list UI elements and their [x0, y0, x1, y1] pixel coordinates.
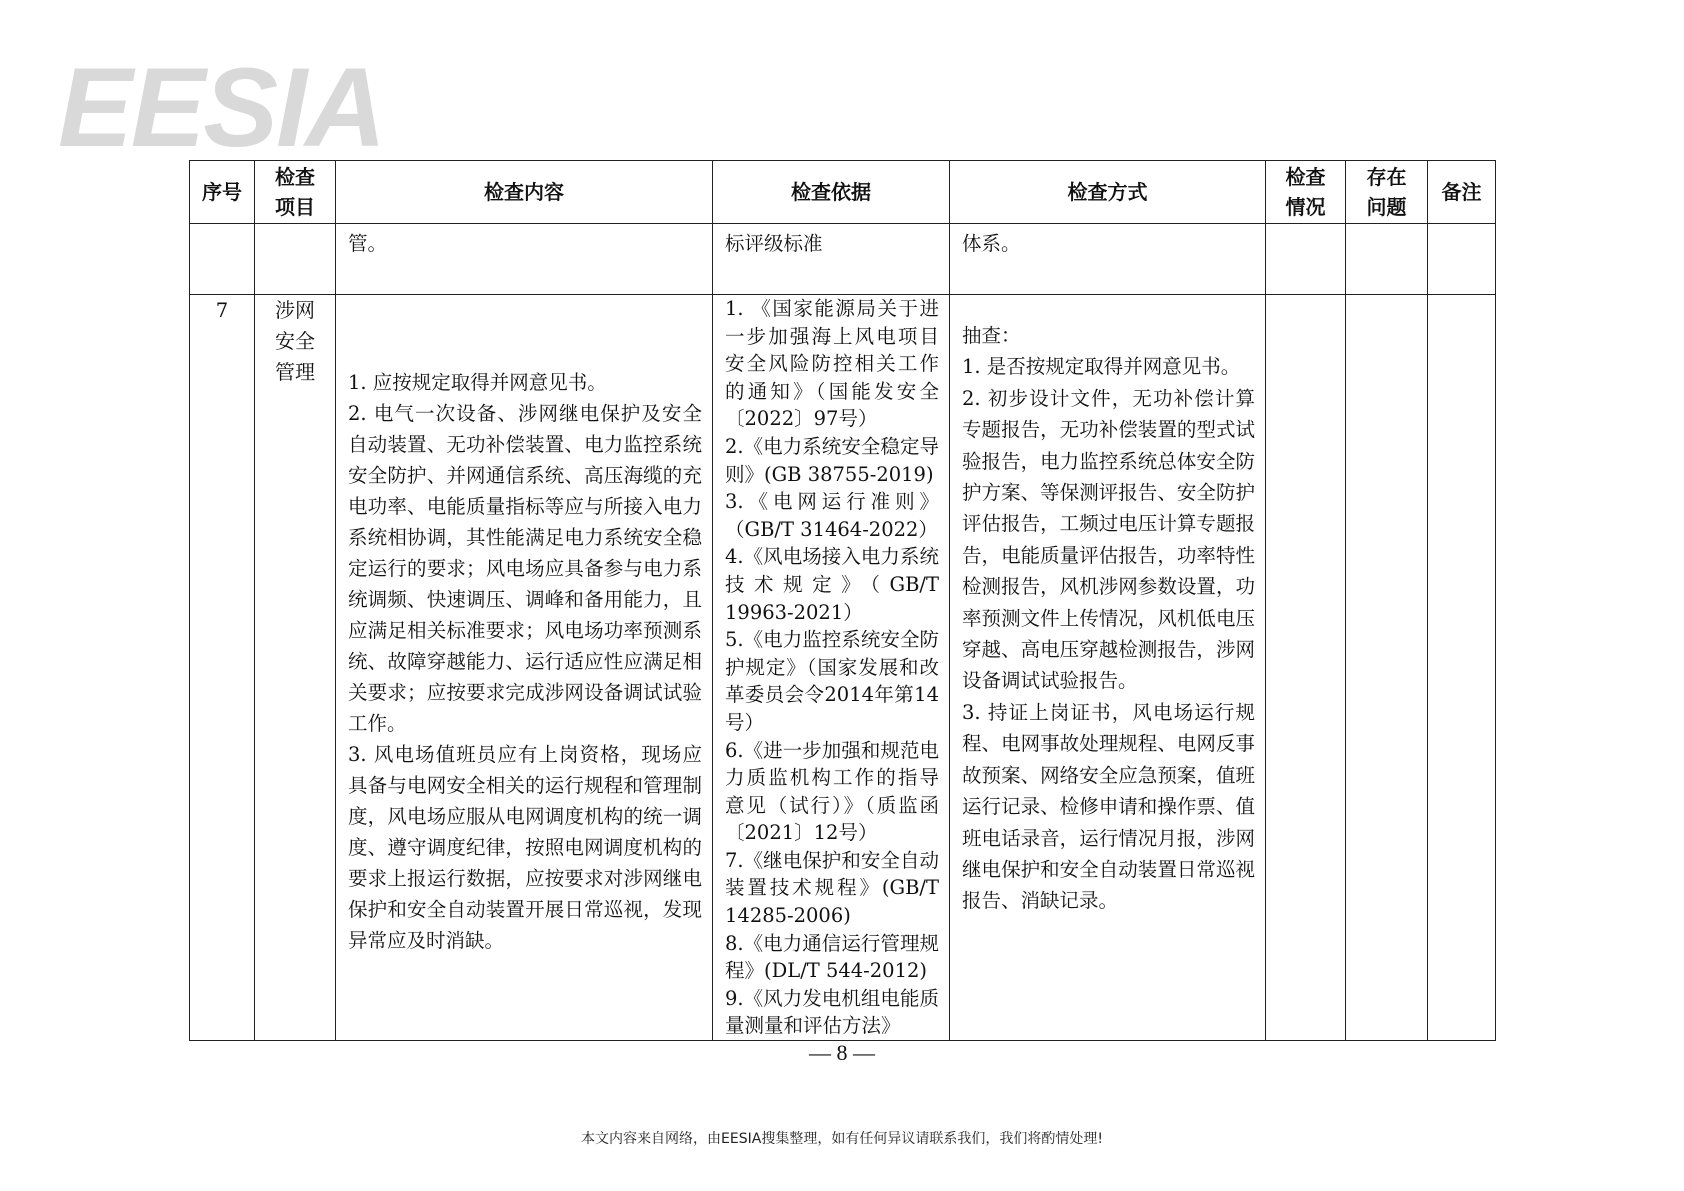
content-para-2: 2. 电气一次设备、涉网继电保护及安全自动装置、无功补偿装置、电力监控系统安全防护、并网通信系统、高压海缆的充电功率、电能质量指标等应与所接入电力系统相协调，其性能满足电力系统安全稳定运行的要求；风电场应具备参与电力系统调频、快速调压、调峰和备用能力，且应满足相关标准要求；风电场功率预测系统、故障穿越能力、运行适应性应满足相关要求；应按要求完成涉网设备调试试验工作。	[348, 402, 702, 735]
header-basis: 检查依据	[713, 161, 950, 224]
item-cell: 涉网安全管理	[255, 295, 336, 1041]
method-para-2: 2. 初步设计文件，无功补偿计算专题报告，无功补偿装置的型式试验报告，电力监控系统总体安全防护方案、等保测评报告、安全防护评估报告，工频过电压计算专题报告，电能质量评估报告，功率特性检测报告，风机涉网参数设置，功率预测文件上传情况，风机低电压穿越、高电压穿越检测报告，涉网设备调试试验报告。	[962, 386, 1255, 693]
method-para-3: 3. 持证上岗证书，风电场运行规程、电网事故处理规程、电网反事故预案、网络安全应急预案，值班运行记录、检修申请和操作票、值班电话录音，运行情况月报，涉网继电保护和安全自动装置日常巡视报告、消缺记录。	[962, 700, 1255, 913]
header-content: 检查内容	[336, 161, 713, 224]
cont-content-cell: 管。	[336, 224, 713, 295]
basis-item-8: 8.《电力通信运行管理规程》(DL/T 544-2012)	[725, 931, 939, 983]
remarks-cell	[1428, 295, 1496, 1041]
method-intro: 抽查：	[962, 324, 1021, 347]
cont-method-cell: 体系。	[950, 224, 1266, 295]
header-status: 检查情况	[1266, 161, 1346, 224]
eesia-logo: EESIA	[58, 45, 385, 170]
page-number: — 8 —	[809, 1040, 875, 1065]
basis-item-9: 9.《风力发电机组电能质量测量和评估方法》	[725, 986, 939, 1038]
header-row	[190, 161, 1496, 224]
basis-item-2: 2.《电力系统安全稳定导则》(GB 38755-2019)	[725, 434, 939, 486]
cont-basis-cell: 标评级标准	[713, 224, 950, 295]
method-para-1: 1. 是否按规定取得并网意见书。	[962, 355, 1241, 379]
seq-cell: 7	[190, 295, 255, 1041]
basis-item-6: 6.《进一步加强和规范电力质监机构工作的指导意见（试行）》（质监函〔2021〕12号）	[725, 738, 939, 845]
header-issues: 存在问题	[1346, 161, 1428, 224]
basis-item-4: 4.《风电场接入电力系统技术规定》（GB/T 19963-2021）	[725, 545, 939, 624]
table-row-7	[190, 295, 1496, 1041]
header-item: 检查项目	[255, 161, 336, 224]
content-para-1: 1. 应按规定取得并网意见书。	[348, 371, 607, 394]
basis-cell	[713, 295, 950, 1041]
basis-item-1: 1. 《国家能源局关于进一步加强海上风电项目安全风险防控相关工作的通知》（国能发安全〔2022〕97号）	[725, 297, 939, 431]
header-remarks: 备注	[1428, 161, 1496, 224]
inspection-table	[189, 160, 1496, 1041]
content-para-3: 3. 风电场值班员应有上岗资格，现场应具备与电网安全相关的运行规程和管理制度，风电场应服从电网调度机构的统一调度、遵守调度纪律，按照电网调度机构的要求上报运行数据，应按要求对涉网继电保护和安全自动装置开展日常巡视，发现异常应及时消缺。	[348, 743, 702, 952]
basis-item-3: 3.《电网运行准则》（GB/T 31464-2022）	[725, 490, 939, 541]
header-method: 检查方式	[950, 161, 1266, 224]
method-cell	[950, 295, 1266, 1041]
status-cell	[1266, 295, 1346, 1041]
content-cell	[336, 295, 713, 1041]
table-row-continued	[190, 224, 1496, 295]
basis-item-7: 7.《继电保护和安全自动装置技术规程》(GB/T 14285-2006)	[725, 848, 939, 928]
basis-item-5: 5.《电力监控系统安全防护规定》（国家发展和改革委员会令2014年第14号）	[725, 628, 939, 734]
issues-cell	[1346, 295, 1428, 1041]
header-seq: 序号	[190, 161, 255, 224]
footer-disclaimer: 本文内容来自网络，由EESIA搜集整理，如有任何异议请联系我们，我们将酌情处理!	[581, 1131, 1103, 1147]
